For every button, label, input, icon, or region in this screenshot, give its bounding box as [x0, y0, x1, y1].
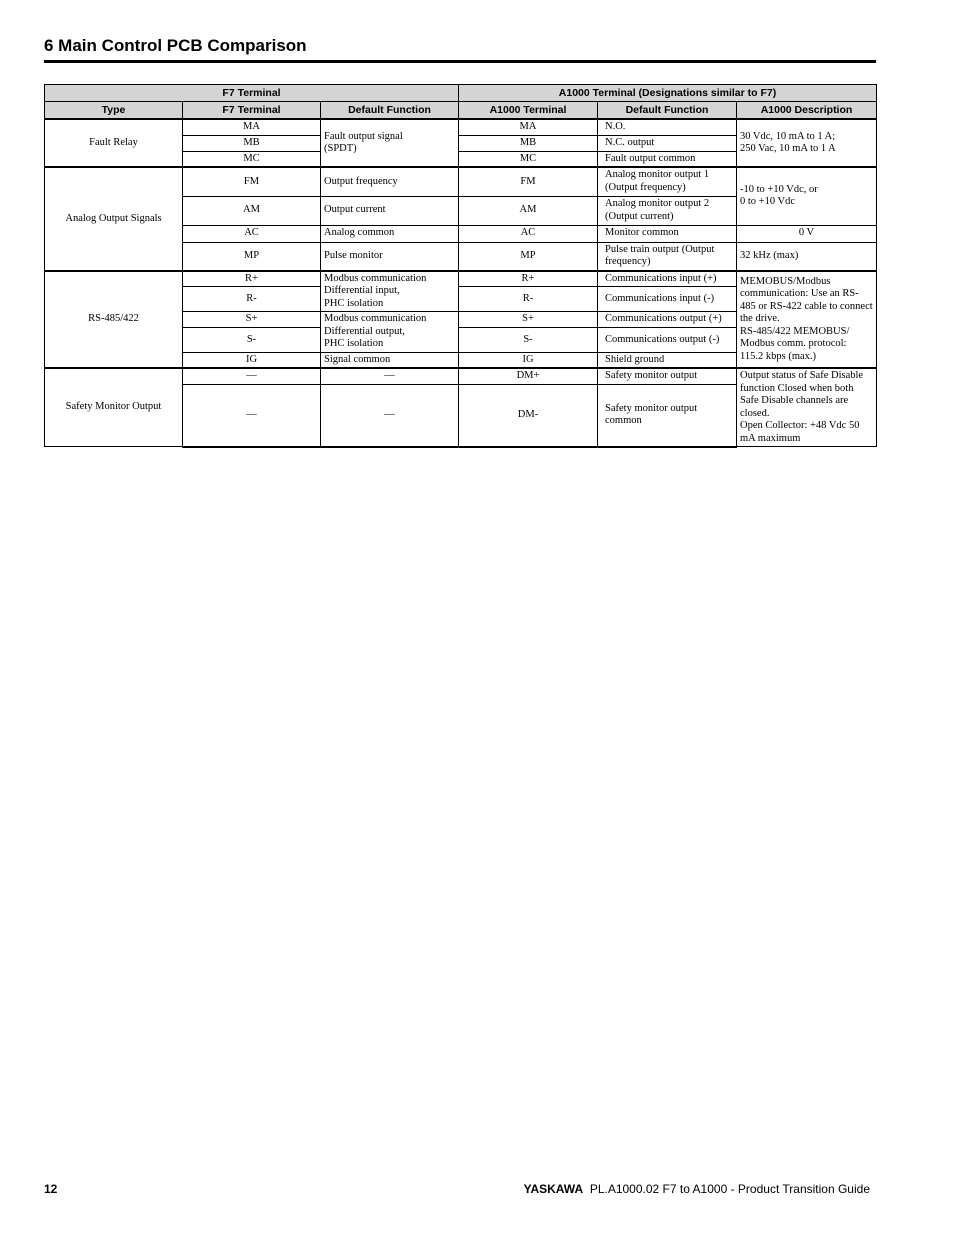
a1000-function-cell: Fault output common	[598, 151, 737, 167]
col-header-f7-function: Default Function	[321, 102, 459, 120]
col-header-f7-terminal: F7 Terminal	[183, 102, 321, 120]
a1000-terminal-cell: DM+	[459, 368, 598, 385]
a1000-description-cell: MEMOBUS/Modbus communication: Use an RS-485 or RS-422 cable to connect the drive. RS-485/422 MEMOBUS/ Modbus comm. protocol: 115.2 kbps (max.)	[737, 271, 877, 369]
table-row	[45, 368, 877, 385]
a1000-terminal-cell: DM-	[459, 385, 598, 447]
col-header-a1000-terminal: A1000 Terminal	[459, 102, 598, 120]
a1000-description-cell: Output status of Safe Disable function Closed when both Safe Disable channels are closed. Open Collector: +48 Vdc 50 mA maximum	[737, 368, 877, 447]
a1000-function-cell: Communications input (+)	[598, 271, 737, 287]
f7-function-cell: Modbus communication Differential output, PHC isolation	[321, 312, 459, 353]
a1000-function-cell: Communications input (-)	[598, 287, 737, 312]
a1000-terminal-cell: AC	[459, 225, 598, 242]
group-header-row	[45, 85, 877, 102]
col-header-type: Type	[45, 102, 183, 120]
type-cell-safety-monitor: Safety Monitor Output	[45, 368, 183, 447]
footer-brand: YASKAWA	[523, 1182, 584, 1196]
f7-function-cell: Output current	[321, 196, 459, 225]
a1000-terminal-cell: MA	[459, 119, 598, 135]
section-title: 6 Main Control PCB Comparison	[44, 36, 307, 55]
a1000-terminal-cell: MC	[459, 151, 598, 167]
col-header-a1000-function: Default Function	[598, 102, 737, 120]
a1000-terminal-cell: S-	[459, 328, 598, 352]
f7-function-cell: —	[321, 385, 459, 447]
terminal-comparison-table	[44, 84, 877, 448]
f7-terminal-cell: R-	[183, 287, 321, 312]
table-row	[45, 167, 877, 196]
a1000-function-cell: N.O.	[598, 119, 737, 135]
footer-doc-info	[524, 1182, 870, 1196]
f7-terminal-cell: FM	[183, 167, 321, 196]
f7-terminal-cell: R+	[183, 271, 321, 287]
a1000-description-cell: 0 V	[737, 225, 877, 242]
a1000-group-header: A1000 Terminal (Designations similar to F7)	[459, 85, 877, 102]
a1000-function-cell: Monitor common	[598, 225, 737, 242]
f7-function-cell: Fault output signal (SPDT)	[321, 119, 459, 167]
f7-terminal-cell: MC	[183, 151, 321, 167]
a1000-function-cell: Communications output (-)	[598, 328, 737, 352]
f7-function-cell: Pulse monitor	[321, 242, 459, 271]
type-cell-fault-relay: Fault Relay	[45, 119, 183, 167]
type-cell-rs485: RS-485/422	[45, 271, 183, 369]
f7-terminal-cell: S-	[183, 328, 321, 352]
f7-function-cell: —	[321, 368, 459, 385]
a1000-terminal-cell: IG	[459, 352, 598, 368]
a1000-description-cell: -10 to +10 Vdc, or 0 to +10 Vdc	[737, 167, 877, 225]
f7-terminal-cell: IG	[183, 352, 321, 368]
f7-group-header: F7 Terminal	[45, 85, 459, 102]
a1000-terminal-cell: R-	[459, 287, 598, 312]
a1000-function-cell: Safety monitor output common	[598, 385, 737, 447]
a1000-terminal-cell: AM	[459, 196, 598, 225]
f7-terminal-cell: —	[183, 385, 321, 447]
a1000-function-cell: Safety monitor output	[598, 368, 737, 385]
a1000-function-cell: Analog monitor output 1 (Output frequency)	[598, 167, 737, 196]
f7-terminal-cell: S+	[183, 312, 321, 328]
page-number: 12	[44, 1182, 58, 1196]
title-divider	[44, 60, 876, 63]
a1000-description-cell: 32 kHz (max)	[737, 242, 877, 271]
table-row	[45, 271, 877, 287]
a1000-function-cell: N.C. output	[598, 135, 737, 151]
f7-terminal-cell: —	[183, 368, 321, 385]
f7-terminal-cell: MB	[183, 135, 321, 151]
f7-terminal-cell: MA	[183, 119, 321, 135]
column-header-row	[45, 102, 877, 120]
a1000-terminal-cell: MB	[459, 135, 598, 151]
footer-doc-title: PL.A1000.02 F7 to A1000 - Product Transition Guide	[589, 1182, 870, 1196]
table-row	[45, 119, 877, 135]
a1000-function-cell: Shield ground	[598, 352, 737, 368]
a1000-function-cell: Analog monitor output 2 (Output current)	[598, 196, 737, 225]
a1000-terminal-cell: MP	[459, 242, 598, 271]
f7-function-cell: Signal common	[321, 352, 459, 368]
a1000-function-cell: Communications output (+)	[598, 312, 737, 328]
f7-terminal-cell: AM	[183, 196, 321, 225]
f7-function-cell: Output frequency	[321, 167, 459, 196]
a1000-function-cell: Pulse train output (Output frequency)	[598, 242, 737, 271]
f7-function-cell: Modbus communication Differential input, PHC isolation	[321, 271, 459, 312]
a1000-description-cell: 30 Vdc, 10 mA to 1 A; 250 Vac, 10 mA to 1 A	[737, 119, 877, 167]
a1000-terminal-cell: FM	[459, 167, 598, 196]
type-cell-analog-output: Analog Output Signals	[45, 167, 183, 271]
a1000-terminal-cell: R+	[459, 271, 598, 287]
f7-terminal-cell: AC	[183, 225, 321, 242]
a1000-terminal-cell: S+	[459, 312, 598, 328]
f7-function-cell: Analog common	[321, 225, 459, 242]
col-header-a1000-description: A1000 Description	[737, 102, 877, 120]
f7-terminal-cell: MP	[183, 242, 321, 271]
